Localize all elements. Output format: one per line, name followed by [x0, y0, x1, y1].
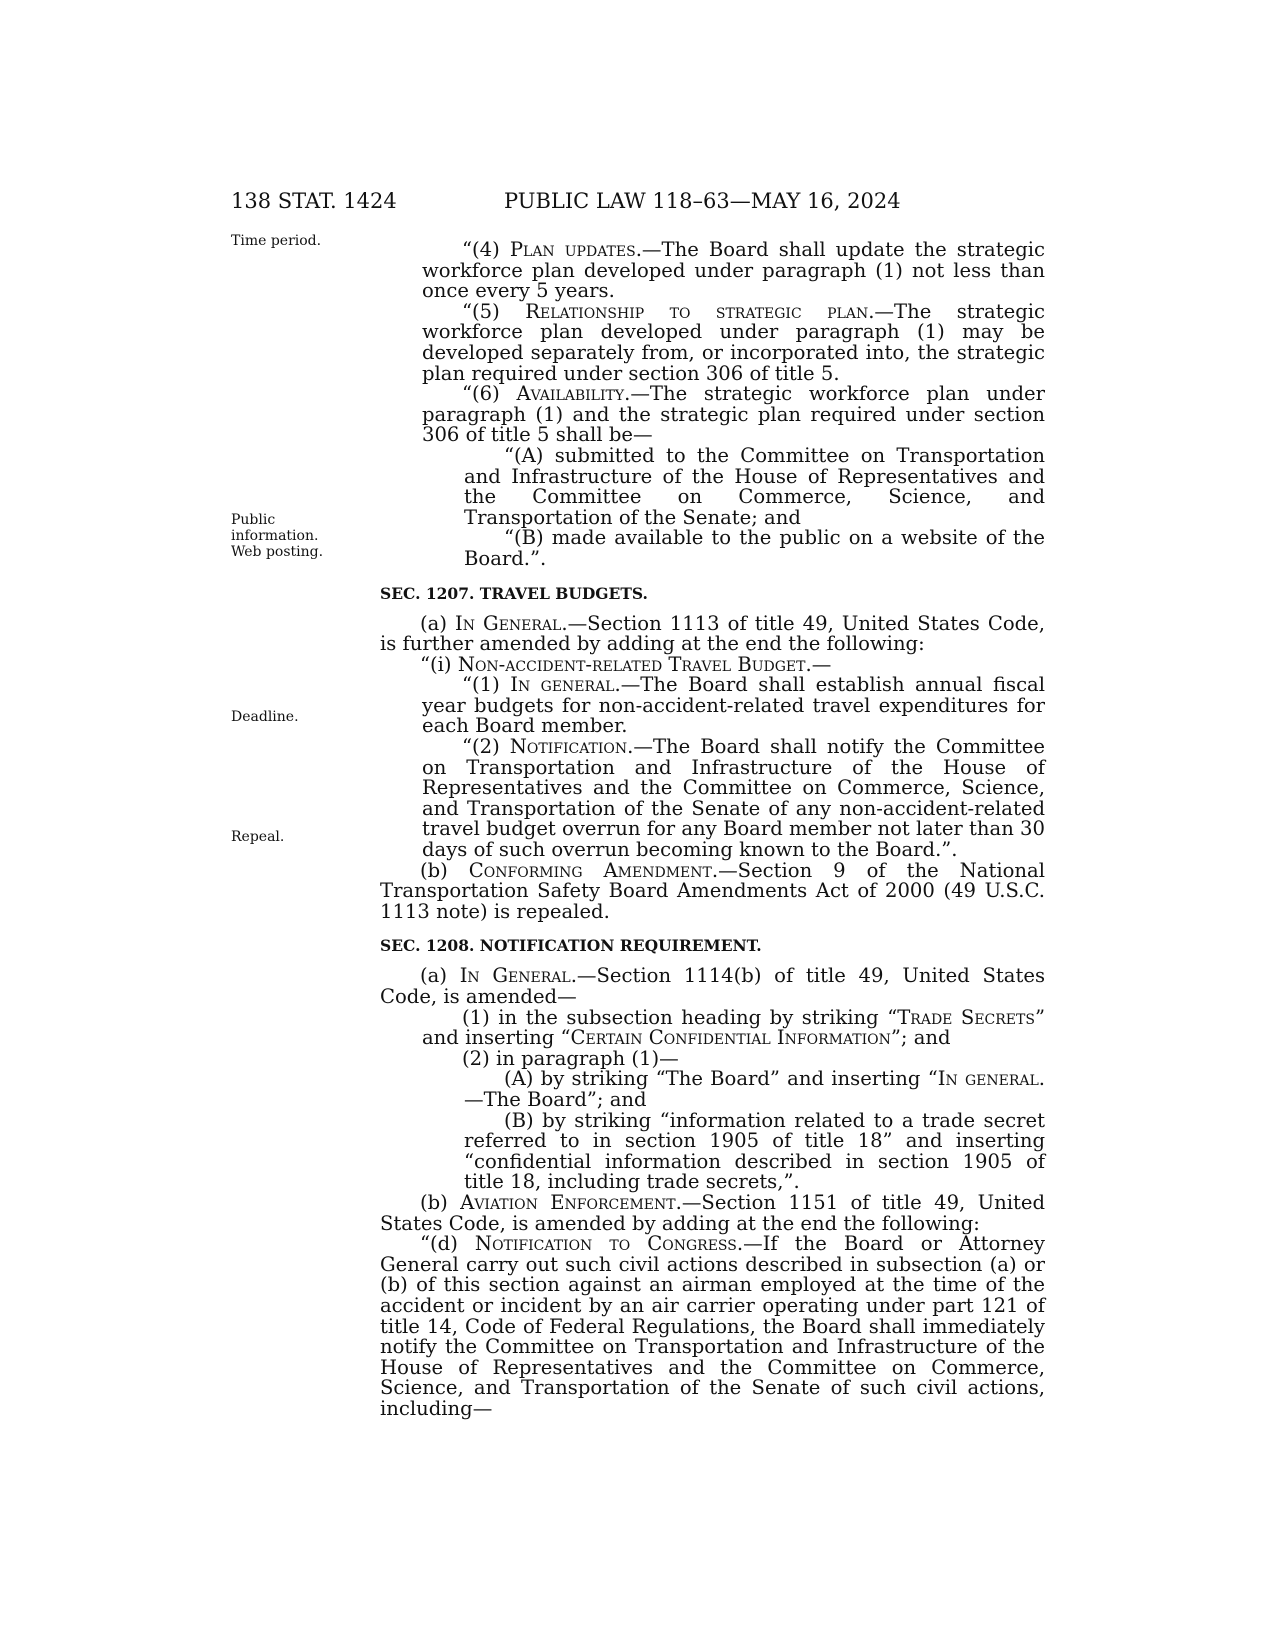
paragraph-4: “(4) Plan updates.—The Board shall update the strategic workforce plan developed under paragraph (1) not less than once every 5 years.: [422, 238, 1045, 303]
section-1208-a-1: (1) in the subsection heading by striking “Trade Secrets” and inserting “Certain Confidential Information”; and: [422, 1005, 1045, 1050]
section-1207-i-2: “(2) Notification.—The Board shall notify the Committee on Transportation and Infrastructure of the House of Representatives and the Committee on Commerce, Science, and Transportation of the Senate of any non-accident-related travel budget overrun for any Board member not later than 30 days of such overrun becoming known to the Board.”.: [422, 735, 1045, 862]
subparagraph-6b: “(B) made available to the public on a website of the Board.”.: [464, 526, 1045, 570]
section-1207-i: “(i) Non-accident-related Travel Budget.—: [420, 652, 832, 676]
section-1208-b: (b) Aviation Enforcement.—Section 1151 of title 49, United States Code, is amended by adding at the end the following:: [380, 1190, 1046, 1235]
paragraph-6: “(6) Availability.—The strategic workforce plan under paragraph (1) and the strategic plan required under section 306 of title 5 shall be—: [422, 382, 1045, 447]
margin-note-line: information.: [231, 528, 319, 544]
section-1208-a-2-A: (A) by striking “The Board” and inserting “In general.—The Board”; and: [464, 1067, 1045, 1111]
subparagraph-6a: “(A) submitted to the Committee on Transportation and Infrastructure of the House of Representatives and the Committee on Commerce, Science, and Transportation of the Senate; and: [464, 443, 1045, 529]
section-1208-a: (a) In General.—Section 1114(b) of title 49, United States Code, is amended—: [380, 964, 1046, 1008]
document-body: [380, 240, 1045, 1419]
section-1208-d: “(d) Notification to Congress.—If the Board or Attorney General carry out such civil actions described in subsection (a) or (b) of this section against an airman employed at the time of the accident or incident by an air carrier operating under part 121 of title 14, Code of Federal Regulations, the Board shall immediately notify the Committee on Transportation and Infrastructure of the House of Representatives and the Committee on Commerce, Science, and Transportation of the Senate of such civil actions, including—: [380, 1232, 1046, 1420]
section-heading-1208: SEC. 1208. NOTIFICATION REQUIREMENT.: [380, 936, 762, 956]
margin-note-repeal: Repeal.: [231, 829, 285, 845]
section-1208-a-2-B: (B) by striking “information related to a trade secret referred to in section 1905 of title 18” and inserting “confidential information described in section 1905 of title 18, including trade secrets,”.: [464, 1108, 1045, 1194]
margin-note-deadline: Deadline.: [231, 709, 299, 725]
page-reference: 138 STAT. 1424: [231, 189, 397, 213]
section-1207-i-1: “(1) In general.—The Board shall establish annual fiscal year budgets for non-accident-related travel expenditures for each Board member.: [422, 673, 1045, 738]
margin-note-public-information: [231, 512, 351, 560]
margin-note-time-period: Time period.: [231, 233, 322, 249]
paragraph-5: “(5) Relationship to strategic plan.—The strategic workforce plan developed under paragraph (1) may be developed separately from, or incorporated into, the strategic plan required under section 306 of title 5.: [422, 299, 1045, 385]
section-1207-b: (b) Conforming Amendment.—Section 9 of the National Transportation Safety Board Amendments Act of 2000 (49 U.S.C. 1113 note) is repealed.: [380, 858, 1045, 923]
section-1208-a-2: (2) in paragraph (1)—: [462, 1046, 679, 1070]
running-head: PUBLIC LAW 118–63—MAY 16, 2024: [504, 189, 901, 213]
margin-note-line: Public: [231, 512, 276, 528]
section-1207-a: (a) In General.—Section 1113 of title 49, United States Code, is further amended by adding at the end the following:: [380, 611, 1045, 656]
section-heading-1207: SEC. 1207. TRAVEL BUDGETS.: [380, 583, 648, 603]
margin-note-line: Web posting.: [231, 544, 324, 560]
